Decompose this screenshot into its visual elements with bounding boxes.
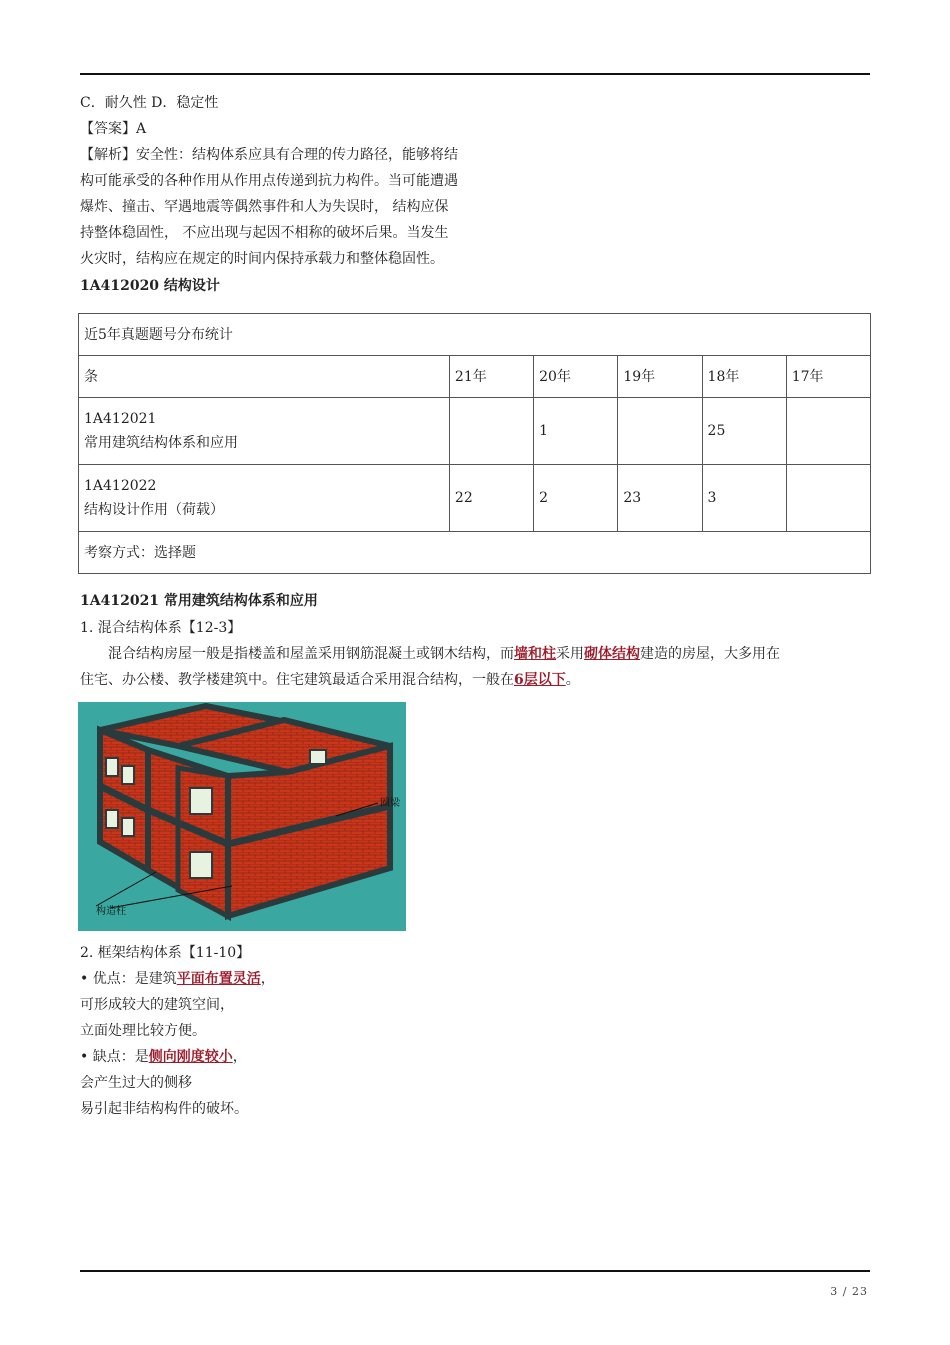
item1-paragraph-line2 [80, 671, 580, 689]
window [190, 852, 212, 878]
mixed-structure-illustration [78, 702, 406, 931]
table-cell: 2 [534, 465, 618, 532]
table-cell [786, 465, 870, 532]
text: • 缺点：是 [80, 1049, 149, 1065]
item2-title: 2. 框架结构体系【11-10】 [80, 945, 251, 961]
table-header-cell: 18年 [702, 356, 786, 398]
text: 采用 [556, 646, 584, 662]
window [190, 788, 212, 814]
text: 混合结构房屋一般是指楼盖和屋盖采用钢筋混凝土或钢木结构，而 [108, 646, 514, 662]
window [310, 750, 326, 764]
question-options: C．耐久性 D．稳定性 [80, 95, 219, 111]
footer-rule [80, 1270, 870, 1272]
text: 建造的房屋，大多用在 [640, 646, 780, 662]
table-cell: 22 [449, 465, 533, 532]
highlight-term: 墙和柱 [514, 646, 556, 662]
analysis-line: 构可能承受的各种作用从作用点传递到抗力构件。当可能遭遇 [80, 173, 458, 189]
table-row-label [79, 398, 450, 465]
label-structural-column: 构造柱 [96, 906, 126, 917]
text: • 优点：是建筑 [80, 971, 177, 987]
answer-line: 【答案】A [80, 121, 147, 137]
table-cell [786, 398, 870, 465]
row-name: 常用建筑结构体系和应用 [84, 435, 238, 451]
text: 。 [565, 672, 580, 688]
advantage-line: 立面处理比较方便。 [80, 1023, 206, 1039]
table-cell [618, 398, 702, 465]
table-cell: 1 [534, 398, 618, 465]
text: ， [260, 971, 275, 987]
section-title: 1A412020 结构设计 [80, 278, 220, 294]
highlight-term: 6层以下 [514, 672, 566, 688]
item1-paragraph-line1 [108, 645, 780, 663]
advantage-line: 可形成较大的建筑空间， [80, 997, 234, 1013]
header-rule [80, 73, 870, 75]
label-ring-beam: 圈梁 [380, 798, 400, 809]
window [122, 818, 134, 836]
subsection-title: 1A412021 常用建筑结构体系和应用 [80, 593, 318, 609]
highlight-term: 侧向刚度较小 [148, 1049, 233, 1065]
analysis-line: 持整体稳固性， 不应出现与起因不相称的破坏后果。当发生 [80, 225, 449, 241]
table-row [79, 465, 871, 532]
table-cell: 3 [702, 465, 786, 532]
table-cell [449, 398, 533, 465]
table-caption: 近5年真题题号分布统计 [79, 314, 871, 356]
disadvantage-line: 会产生过大的侧移 [80, 1075, 192, 1091]
table-row-label [79, 465, 450, 532]
table-row [79, 398, 871, 465]
window [122, 766, 134, 784]
question-distribution-table [78, 313, 871, 574]
item1-title: 1. 混合结构体系【12-3】 [80, 620, 242, 636]
table-footer: 考察方式：选择题 [79, 532, 871, 574]
row-code: 1A412021 [84, 411, 157, 427]
text: 住宅、办公楼、教学楼建筑中。住宅建筑最适合采用混合结构，一般在 [80, 672, 514, 688]
disadvantage-line: 易引起非结构构件的破坏。 [80, 1101, 248, 1117]
disadvantage-line [80, 1048, 247, 1066]
table-header-cell: 20年 [534, 356, 618, 398]
page-number: 3 / 23 [830, 1285, 868, 1298]
table-header-cell: 条 [79, 356, 450, 398]
analysis-line: 爆炸、撞击、罕遇地震等偶然事件和人为失误时， 结构应保 [80, 199, 449, 215]
highlight-term: 砌体结构 [584, 646, 640, 662]
window [106, 810, 118, 828]
row-name: 结构设计作用（荷载） [84, 502, 224, 518]
table-header-cell: 19年 [618, 356, 702, 398]
table-cell: 25 [702, 398, 786, 465]
advantage-line [80, 970, 275, 988]
analysis-line: 【解析】安全性：结构体系应具有合理的传力路径，能够将结 [80, 147, 458, 163]
table-header-cell: 17年 [786, 356, 870, 398]
window [106, 758, 118, 776]
text: ， [232, 1049, 247, 1065]
highlight-term: 平面布置灵活 [176, 971, 261, 987]
table-cell: 23 [618, 465, 702, 532]
row-code: 1A412022 [84, 478, 157, 494]
analysis-line: 火灾时，结构应在规定的时间内保持承载力和整体稳固性。 [80, 251, 444, 267]
table-header-cell: 21年 [449, 356, 533, 398]
